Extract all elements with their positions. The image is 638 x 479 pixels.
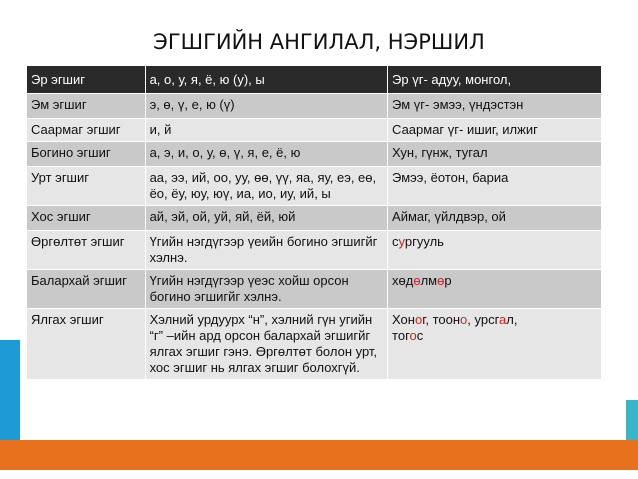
row-vowels: аа, ээ, ий, оо, уу, өө, үү, яа, яу, еэ, еө, ёо, ёу, юу, юү, иа, ио, иу, ий, ы bbox=[145, 167, 387, 206]
example-text: Хон bbox=[392, 312, 415, 327]
example-text: ргууль bbox=[404, 234, 444, 249]
table-row bbox=[27, 206, 602, 231]
row-vowels: э, ө, ү, е, ю (ү) bbox=[145, 94, 387, 119]
row-category: Эм эгшиг bbox=[27, 94, 146, 119]
row-example bbox=[388, 231, 602, 270]
example-text: с bbox=[392, 234, 399, 249]
example-text: , урсг bbox=[467, 312, 500, 327]
row-example: Саармаг үг- ишиг, илжиг bbox=[388, 119, 602, 142]
table-row bbox=[27, 119, 602, 142]
example-text: р bbox=[444, 273, 452, 288]
header-cell-example: Эр үг- адуу, монгол, bbox=[388, 66, 602, 94]
row-vowels: а, э, и, о, у, ө, ү, я, е, ё, ю bbox=[145, 142, 387, 167]
row-vowels: Хэлний урдуурх “н”, хэлний гүн угийн “г” –ийн ард орсон балархай эгшигйг ялгах эгшиг гэнэ. Өргөлтөт болон урт, хос эгшиг нь ялгах эгшиг болохгүй. bbox=[145, 309, 387, 380]
example-text: г, тоон bbox=[422, 312, 461, 327]
vowel-classification-table bbox=[26, 65, 602, 380]
row-example bbox=[388, 309, 602, 380]
highlighted-vowel: ө bbox=[437, 273, 445, 288]
decorative-bottom-band bbox=[0, 470, 638, 479]
highlighted-vowel: о bbox=[414, 312, 423, 327]
row-example bbox=[388, 270, 602, 309]
row-example: Аймаг, үйлдвэр, ой bbox=[388, 206, 602, 231]
decorative-teal-bar bbox=[626, 400, 638, 440]
table-row bbox=[27, 270, 602, 309]
example-text: с bbox=[416, 328, 424, 343]
row-category: Хос эгшиг bbox=[27, 206, 146, 231]
row-category: Өргөлтөт эгшиг bbox=[27, 231, 146, 270]
table-header-row bbox=[27, 66, 602, 94]
row-category: Урт эгшиг bbox=[27, 167, 146, 206]
row-vowels: Үгийн нэгдүгээр үеийн богино эгшигйг хэлнэ. bbox=[145, 231, 387, 270]
table-row bbox=[27, 231, 602, 270]
highlighted-vowel: ө bbox=[413, 273, 421, 288]
highlighted-vowel: о bbox=[460, 312, 468, 327]
row-vowels: и, й bbox=[145, 119, 387, 142]
row-category: Богино эгшиг bbox=[27, 142, 146, 167]
table-row bbox=[27, 94, 602, 119]
row-vowels: Үгийн нэгдүгээр үеэс хойш орсон богино эгшигйг хэлнэ. bbox=[145, 270, 387, 309]
row-example: Эм үг- эмээ, үндэстэн bbox=[388, 94, 602, 119]
highlighted-vowel: у bbox=[398, 234, 405, 249]
header-cell-category: Эр эгшиг bbox=[27, 66, 146, 94]
slide-title: ЭГШГИЙН АНГИЛАЛ, НЭРШИЛ bbox=[153, 30, 485, 54]
highlighted-vowel: о bbox=[409, 328, 417, 343]
example-text: тог bbox=[392, 328, 410, 343]
row-category: Саармаг эгшиг bbox=[27, 119, 146, 142]
row-category: Ялгах эгшиг bbox=[27, 309, 146, 380]
example-text: л, bbox=[506, 312, 518, 327]
row-example: Хун, гүнж, тугал bbox=[388, 142, 602, 167]
table-row bbox=[27, 309, 602, 380]
example-text: лм bbox=[420, 273, 438, 288]
row-category: Балархай эгшиг bbox=[27, 270, 146, 309]
row-example: Эмээ, ёотон, бариа bbox=[388, 167, 602, 206]
highlighted-vowel: а bbox=[499, 312, 507, 327]
row-vowels: ай, эй, ой, уй, яй, ёй, юй bbox=[145, 206, 387, 231]
table-row bbox=[27, 167, 602, 206]
example-text: хөд bbox=[392, 273, 414, 288]
table-row bbox=[27, 142, 602, 167]
header-cell-vowels: а, о, у, я, ё, ю (у), ы bbox=[145, 66, 387, 94]
